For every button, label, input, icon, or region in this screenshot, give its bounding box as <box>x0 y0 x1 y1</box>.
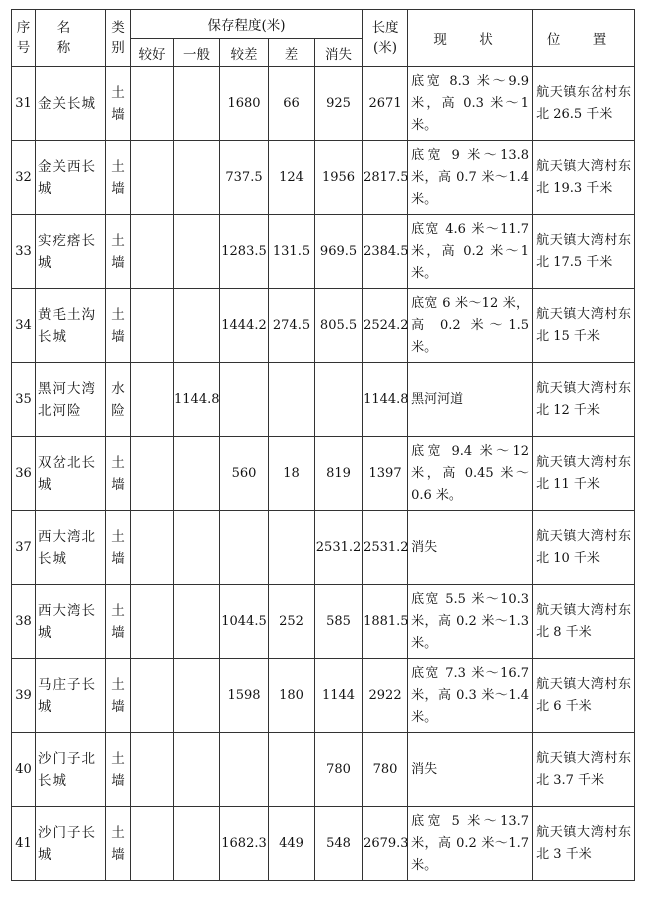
cell-location: 航天镇大湾村东北 3 千米 <box>533 807 635 881</box>
cell-good <box>131 67 174 141</box>
cell-location: 航天镇大湾村东北 11 千米 <box>533 437 635 511</box>
cell-category: 土墙 <box>106 141 131 215</box>
cell-seq: 37 <box>12 511 36 585</box>
cell-disappeared: 925 <box>315 67 363 141</box>
cell-bad: 180 <box>269 659 315 733</box>
cell-disappeared: 1956 <box>315 141 363 215</box>
cell-name: 西大湾北长城 <box>36 511 106 585</box>
cell-general <box>174 807 220 881</box>
cell-good <box>131 511 174 585</box>
cell-category: 土墙 <box>106 437 131 511</box>
cell-poor: 1044.5 <box>220 585 269 659</box>
cell-poor <box>220 733 269 807</box>
cell-length: 2531.2 <box>363 511 408 585</box>
cell-name: 金关西长城 <box>36 141 106 215</box>
cell-poor: 1598 <box>220 659 269 733</box>
table-row <box>12 215 635 289</box>
header-status: 现 状 <box>408 10 533 67</box>
cell-length: 2524.2 <box>363 289 408 363</box>
cell-general <box>174 437 220 511</box>
cell-location: 航天镇大湾村东北 3.7 千米 <box>533 733 635 807</box>
cell-length: 1144.8 <box>363 363 408 437</box>
cell-bad: 124 <box>269 141 315 215</box>
cell-bad <box>269 511 315 585</box>
cell-length: 2384.5 <box>363 215 408 289</box>
table-row <box>12 363 635 437</box>
header-category: 类别 <box>106 10 131 67</box>
cell-location: 航天镇大湾村东北 12 千米 <box>533 363 635 437</box>
cell-location: 航天镇大湾村东北 8 千米 <box>533 585 635 659</box>
cell-general <box>174 511 220 585</box>
cell-disappeared: 969.5 <box>315 215 363 289</box>
cell-bad: 449 <box>269 807 315 881</box>
cell-bad: 252 <box>269 585 315 659</box>
cell-status: 底宽 9 米～13.8 米，高 0.7 米～1.4 米。 <box>408 141 533 215</box>
cell-length: 1881.5 <box>363 585 408 659</box>
cell-bad: 66 <box>269 67 315 141</box>
cell-good <box>131 363 174 437</box>
cell-good <box>131 215 174 289</box>
cell-location: 航天镇大湾村东北 10 千米 <box>533 511 635 585</box>
table-row <box>12 437 635 511</box>
cell-name: 西大湾长城 <box>36 585 106 659</box>
cell-status: 底宽 6 米～12 米，高 0.2 米～1.5 米。 <box>408 289 533 363</box>
cell-category: 土墙 <box>106 807 131 881</box>
cell-seq: 34 <box>12 289 36 363</box>
cell-category: 土墙 <box>106 733 131 807</box>
cell-status: 底宽 9.4 米～12 米，高 0.45 米～0.6 米。 <box>408 437 533 511</box>
cell-status: 底宽 4.6 米～11.7 米，高 0.2 米～1 米。 <box>408 215 533 289</box>
cell-name: 马庄子长城 <box>36 659 106 733</box>
table-row <box>12 733 635 807</box>
cell-good <box>131 289 174 363</box>
cell-status: 消失 <box>408 511 533 585</box>
cell-location: 航天镇大湾村东北 15 千米 <box>533 289 635 363</box>
cell-bad <box>269 733 315 807</box>
cell-name: 沙门子长城 <box>36 807 106 881</box>
cell-seq: 31 <box>12 67 36 141</box>
table-body <box>12 67 635 881</box>
cell-poor: 737.5 <box>220 141 269 215</box>
header-preservation: 保存程度(米) <box>131 10 363 39</box>
cell-good <box>131 807 174 881</box>
cell-seq: 40 <box>12 733 36 807</box>
table-row <box>12 807 635 881</box>
cell-good <box>131 141 174 215</box>
cell-poor <box>220 363 269 437</box>
cell-disappeared: 819 <box>315 437 363 511</box>
cell-location: 航天镇大湾村东北 19.3 千米 <box>533 141 635 215</box>
cell-location: 航天镇大湾村东北 17.5 千米 <box>533 215 635 289</box>
header-seq: 序号 <box>12 10 36 67</box>
cell-status: 底宽 8.3 米～9.9 米，高 0.3 米～1 米。 <box>408 67 533 141</box>
cell-name: 黄毛土沟长城 <box>36 289 106 363</box>
cell-disappeared: 805.5 <box>315 289 363 363</box>
header-bad: 差 <box>269 39 315 67</box>
cell-length: 2922 <box>363 659 408 733</box>
cell-name: 实疙瘩长城 <box>36 215 106 289</box>
cell-good <box>131 733 174 807</box>
cell-status: 黑河河道 <box>408 363 533 437</box>
table-row <box>12 67 635 141</box>
cell-category: 土墙 <box>106 659 131 733</box>
cell-length: 780 <box>363 733 408 807</box>
header-good: 较好 <box>131 39 174 67</box>
cell-disappeared: 2531.2 <box>315 511 363 585</box>
cell-seq: 33 <box>12 215 36 289</box>
cell-general <box>174 659 220 733</box>
cell-category: 土墙 <box>106 215 131 289</box>
cell-category: 水险 <box>106 363 131 437</box>
cell-seq: 36 <box>12 437 36 511</box>
cell-length: 2679.3 <box>363 807 408 881</box>
header-general: 一般 <box>174 39 220 67</box>
cell-name: 金关长城 <box>36 67 106 141</box>
cell-name: 黑河大湾北河险 <box>36 363 106 437</box>
cell-general <box>174 215 220 289</box>
cell-length: 2671 <box>363 67 408 141</box>
cell-disappeared: 585 <box>315 585 363 659</box>
table-row <box>12 585 635 659</box>
cell-name: 沙门子北长城 <box>36 733 106 807</box>
cell-status: 底宽 5 米～13.7 米，高 0.2 米～1.7 米。 <box>408 807 533 881</box>
cell-bad <box>269 363 315 437</box>
cell-name: 双岔北长城 <box>36 437 106 511</box>
cell-general <box>174 585 220 659</box>
cell-good <box>131 659 174 733</box>
table-row <box>12 289 635 363</box>
cell-general <box>174 141 220 215</box>
cell-seq: 39 <box>12 659 36 733</box>
cell-seq: 38 <box>12 585 36 659</box>
cell-seq: 35 <box>12 363 36 437</box>
cell-length: 2817.5 <box>363 141 408 215</box>
cell-seq: 32 <box>12 141 36 215</box>
cell-location: 航天镇大湾村东北 6 千米 <box>533 659 635 733</box>
header-location: 位 置 <box>533 10 635 67</box>
cell-status: 底宽 5.5 米～10.3 米，高 0.2 米～1.3 米。 <box>408 585 533 659</box>
cell-poor: 1680 <box>220 67 269 141</box>
table-row <box>12 141 635 215</box>
cell-poor: 1444.2 <box>220 289 269 363</box>
header-length: 长度(米) <box>363 10 408 67</box>
header-disappeared: 消失 <box>315 39 363 67</box>
cell-category: 土墙 <box>106 585 131 659</box>
cell-poor: 1283.5 <box>220 215 269 289</box>
cell-good <box>131 585 174 659</box>
cell-bad: 131.5 <box>269 215 315 289</box>
cell-good <box>131 437 174 511</box>
cell-bad: 274.5 <box>269 289 315 363</box>
cell-disappeared: 780 <box>315 733 363 807</box>
cell-disappeared <box>315 363 363 437</box>
cell-general <box>174 289 220 363</box>
cell-poor <box>220 511 269 585</box>
cell-poor: 1682.3 <box>220 807 269 881</box>
cell-status: 底宽 7.3 米～16.7 米，高 0.3 米～1.4 米。 <box>408 659 533 733</box>
cell-general <box>174 733 220 807</box>
cell-length: 1397 <box>363 437 408 511</box>
cell-bad: 18 <box>269 437 315 511</box>
cell-category: 土墙 <box>106 511 131 585</box>
cell-location: 航天镇东岔村东北 26.5 千米 <box>533 67 635 141</box>
cell-category: 土墙 <box>106 289 131 363</box>
cell-poor: 560 <box>220 437 269 511</box>
header-poor: 较差 <box>220 39 269 67</box>
cell-status: 消失 <box>408 733 533 807</box>
table-row <box>12 511 635 585</box>
cell-category: 土墙 <box>106 67 131 141</box>
header-name: 名 称 <box>36 10 106 67</box>
cell-general <box>174 67 220 141</box>
cell-seq: 41 <box>12 807 36 881</box>
cell-disappeared: 548 <box>315 807 363 881</box>
cell-disappeared: 1144 <box>315 659 363 733</box>
table-row <box>12 659 635 733</box>
cell-general: 1144.8 <box>174 363 220 437</box>
great-wall-table <box>11 9 635 881</box>
